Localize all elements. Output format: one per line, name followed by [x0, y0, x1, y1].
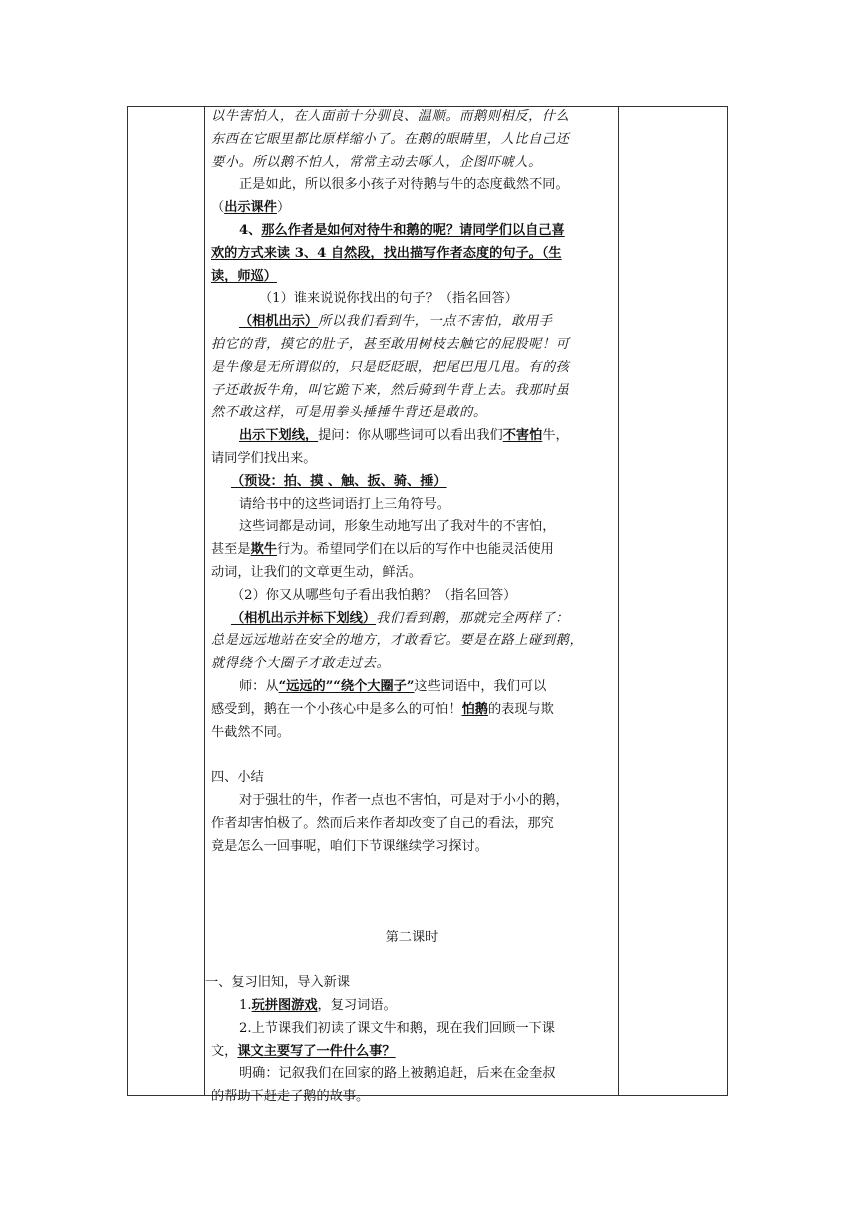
keyword: 玩拼图游戏: [251, 998, 318, 1014]
text-part: 行为。希望同学们在以后的写作中也能灵活使用: [276, 542, 554, 558]
text-part: 感受到，鹅在一个小孩心中是多么的可怕！: [211, 701, 462, 717]
text-line: 总是远远地站在安全的地方，才敢看它。要是在路上碰到鹅，: [211, 633, 584, 649]
text-line: 动词，让我们的文章更生动，鲜活。: [211, 564, 422, 580]
text-line: 牛截然不同。: [211, 724, 291, 740]
text-line: 就得绕个大圈子才敢走过去。: [211, 656, 391, 672]
paren: ）: [276, 200, 291, 216]
spacer: [211, 744, 613, 767]
text-line: 子还敢扳牛角，叫它跪下来，然后骑到牛背上去。我那时虽: [211, 382, 570, 398]
text-line: （预设：拍、摸 、触、扳、骑、捶）: [231, 473, 447, 489]
text-line: 竟是怎么一回事呢，咱们下节课继续学习探讨。: [211, 838, 488, 854]
text-line: [211, 425, 613, 448]
quote-text: 我们看到鹅，那就完全两样了：: [376, 610, 570, 626]
text-line: 请同学们找出来。: [211, 450, 317, 466]
courseware-note: 出示课件: [224, 200, 277, 216]
display-note: （相机出示并标下划线）: [231, 610, 377, 626]
column-divider-right: [618, 107, 619, 1095]
text-line: 东西在它眼里都比原样缩小了。在鹅的眼睛里，人比自己还: [211, 131, 570, 147]
text-line: [211, 220, 613, 243]
quote-text: 所以我们看到牛，一点不害怕，敢用手: [318, 314, 553, 330]
question-text: 牛，: [542, 428, 569, 444]
text-line: 这些词都是动词，形象生动地写出了我对牛的不害怕，: [239, 519, 556, 535]
text-line: 欢的方式来读 3、4 自然段，找出描写作者态度的句子。（生: [211, 245, 562, 261]
text-line: [211, 197, 613, 220]
lesson-title: 第二课时: [385, 929, 439, 945]
text-line: 请给书中的这些词语打上三角符号。: [239, 496, 450, 512]
text-line: 以牛害怕人，在人面前十分驯良、温顺。而鹅则相反，什么: [211, 109, 570, 124]
question-text: 提问：你从哪些词可以看出我们: [318, 428, 503, 444]
display-note: （相机出示）: [239, 314, 319, 330]
section-heading: 四、小结: [211, 770, 264, 786]
text-line: 拍它的背，摸它的肚子，甚至敢用树枝去触它的屁股呢！可: [211, 336, 570, 352]
text-line: 是牛像是无所谓似的，只是眨眨眼，把尾巴甩几甩。有的孩: [211, 359, 570, 375]
text-line: 正是如此，所以很多小孩子对待鹅与牛的态度截然不同。: [239, 177, 569, 193]
keyword: 欺牛: [250, 542, 277, 558]
question-text: 那么作者是如何对待牛和鹅的呢？请同学们以自己喜: [261, 222, 565, 238]
text-line: 的帮助下赶走了鹅的故事。: [211, 1089, 370, 1105]
text-part: 师：从: [239, 678, 279, 694]
text-part: 的表现与欺: [487, 701, 554, 717]
keyword: “远远的”“绕个大圈子”: [278, 678, 415, 694]
spacer: [211, 904, 613, 927]
keyword: 课文主要写了一件什么事？: [237, 1043, 396, 1059]
text-line: 读，师巡）: [211, 268, 277, 284]
text-line: 明确：记叙我们在回家的路上被鹅追赶，后来在金奎叔: [239, 1066, 556, 1082]
text-line: 要小。所以鹅不怕人，常常主动去啄人，企图吓唬人。: [211, 154, 542, 170]
column-divider-left: [204, 107, 205, 1095]
spacer: [211, 949, 613, 972]
underline-note: 出示下划线，: [239, 428, 319, 444]
text-line: [211, 311, 613, 334]
spacer: [211, 858, 613, 904]
text-part: 1.: [239, 998, 252, 1014]
text-line: （2）你又从哪些句子看出我怕鹅？（指名回答）: [231, 587, 517, 603]
text-line: [211, 1041, 613, 1064]
keyword: 怕鹅: [461, 701, 488, 717]
item-number: 4、: [239, 222, 262, 238]
text-part: 甚至是: [211, 542, 251, 558]
text-line: 2.上节课我们初读了课文牛和鹅，现在我们回顾一下课: [239, 1020, 555, 1036]
text-line: 然不敢这样，可是用拳头捶捶牛背还是敢的。: [211, 405, 487, 421]
section-heading: 一、复习旧知，导入新课: [205, 975, 351, 991]
text-line: 作者却害怕极了。然而后来作者却改变了自己的看法，那究: [211, 815, 554, 831]
text-line: [211, 995, 613, 1018]
text-line: [211, 676, 613, 699]
keyword: 不害怕: [502, 428, 543, 444]
text-line: （1）谁来说说你找出的句子？（指名回答）: [259, 291, 518, 307]
text-part: 文，: [211, 1043, 238, 1059]
text-line: [211, 699, 613, 722]
text-line: 对于强壮的牛，作者一点也不害怕，可是对于小小的鹅，: [239, 792, 569, 808]
text-line: [211, 539, 613, 562]
text-line: [211, 608, 613, 631]
paren: （: [211, 200, 225, 216]
text-part: 这些词语中，我们可以: [414, 678, 547, 694]
lesson-content: [205, 106, 613, 1109]
text-part: ，复习词语。: [317, 998, 397, 1014]
